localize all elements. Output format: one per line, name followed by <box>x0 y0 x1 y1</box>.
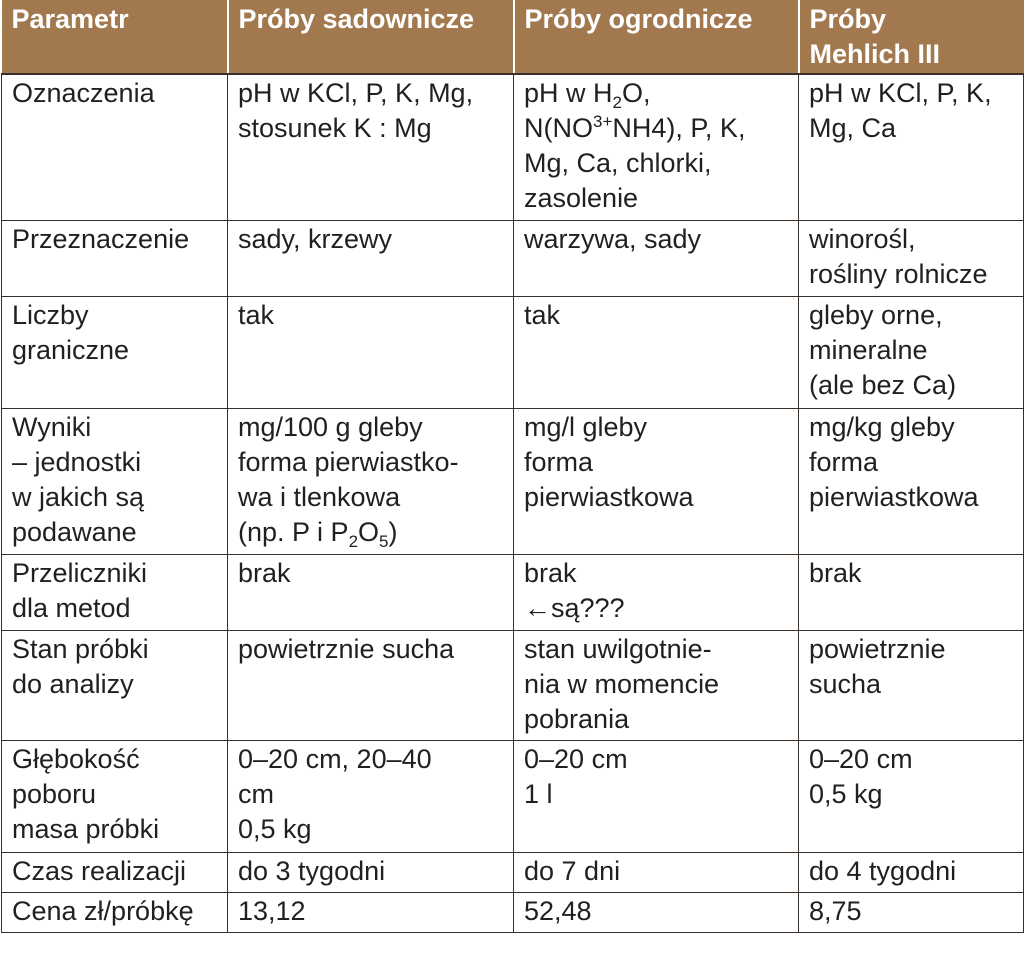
cell-line: sucha <box>809 669 882 699</box>
cell-mehlich <box>799 631 1024 741</box>
cell-line: mg/l gleby <box>524 412 648 442</box>
cell-line: stosunek K : Mg <box>238 113 432 143</box>
cell-line: Mg, Ca, chlorki, <box>524 148 712 178</box>
header-mehlich-line2: Mehlich III <box>809 39 941 69</box>
cell-line: Głębokość <box>12 744 140 774</box>
cell-line: Wyniki <box>12 412 92 442</box>
row-label <box>2 555 228 631</box>
cell-line: nia w momencie <box>524 669 720 699</box>
header-row <box>2 0 1024 74</box>
cell-mehlich <box>799 297 1024 409</box>
table-row-liczby-graniczne <box>2 297 1024 409</box>
text-part: ) <box>388 517 398 547</box>
cell-line: (ale bez Ca) <box>809 370 957 400</box>
row-label: Cena zł/próbkę <box>2 893 228 933</box>
cell-line: brak <box>524 558 577 588</box>
header-proby-sadownicze: Próby sadownicze <box>228 0 514 74</box>
cell-ogrodnicze: do 7 dni <box>514 853 799 893</box>
row-label: Czas realizacji <box>2 853 228 893</box>
text-part: O, <box>621 78 651 108</box>
cell-line: pierwiastkowa <box>809 482 979 512</box>
text-part: O <box>358 517 380 547</box>
cell-line: pH w KCl, P, K, <box>809 78 992 108</box>
cell-ogrodnicze <box>514 409 799 555</box>
table-row-przeliczniki <box>2 555 1024 631</box>
cell-line: ←są??? <box>524 593 625 623</box>
row-label <box>2 741 228 853</box>
cell-line: – jednostki <box>12 447 142 477</box>
cell-line: 0–20 cm <box>809 744 913 774</box>
cell-line <box>524 76 792 111</box>
cell-mehlich <box>799 409 1024 555</box>
cell-ogrodnicze <box>514 741 799 853</box>
cell-line: 0–20 cm, 20–40 <box>238 744 432 774</box>
cell-line: rośliny rolnicze <box>809 259 988 289</box>
cell-line: forma <box>524 447 594 477</box>
cell-line: 0–20 cm <box>524 744 628 774</box>
cell-line: do analizy <box>12 669 134 699</box>
cell-ogrodnicze <box>514 74 799 221</box>
cell-line: pH w KCl, P, K, Mg, <box>238 78 474 108</box>
header-proby-ogrodnicze: Próby ogrodnicze <box>514 0 799 74</box>
header-proby-mehlich <box>799 0 1024 74</box>
cell-line: stan uwilgotnie- <box>524 634 712 664</box>
cell-line: Mg, Ca <box>809 113 897 143</box>
cell-sadownicze: powietrznie sucha <box>228 631 514 741</box>
cell-line: Liczby <box>12 300 89 330</box>
subscript: 5 <box>379 532 389 551</box>
cell-sadownicze <box>228 74 514 221</box>
cell-line: winorośl, <box>809 224 916 254</box>
subscript: 2 <box>348 532 359 551</box>
cell-mehlich <box>799 221 1024 297</box>
cell-line: zasolenie <box>524 183 639 213</box>
row-label <box>2 297 228 409</box>
cell-line: mg/kg gleby <box>809 412 955 442</box>
cell-line: Przeliczniki <box>12 558 148 588</box>
cell-line: 0,5 kg <box>238 814 312 844</box>
cell-line: mg/100 g gleby <box>238 412 423 442</box>
cell-ogrodnicze <box>514 555 799 631</box>
cell-mehlich <box>799 74 1024 221</box>
header-parametr: Parametr <box>2 0 228 74</box>
cell-ogrodnicze: 52,48 <box>514 893 799 933</box>
table-row-stan-probki <box>2 631 1024 741</box>
cell-mehlich: 8,75 <box>799 893 1024 933</box>
cell-sadownicze <box>228 741 514 853</box>
table-row-cena <box>2 893 1024 933</box>
cell-sadownicze: brak <box>228 555 514 631</box>
cell-line: pobrania <box>524 704 630 734</box>
text-part: NH4), P, K, <box>612 113 746 143</box>
cell-line: podawane <box>12 517 137 547</box>
cell-line: gleby orne, <box>809 300 943 330</box>
cell-line: 0,5 kg <box>809 779 883 809</box>
cell-sadownicze: tak <box>228 297 514 409</box>
cell-ogrodnicze <box>514 631 799 741</box>
cell-line <box>238 515 507 550</box>
subscript: 2 <box>612 93 622 112</box>
table-row-oznaczenia <box>2 74 1024 221</box>
text-part: N(NO <box>524 113 593 143</box>
cell-line: graniczne <box>12 335 130 365</box>
cell-line: 1 l <box>524 779 553 809</box>
cell-sadownicze <box>228 409 514 555</box>
superscript: 3+ <box>593 112 613 131</box>
row-label: Przeznaczenie <box>2 221 228 297</box>
table-row-wyniki <box>2 409 1024 555</box>
cell-line: forma pierwiastko- <box>238 447 459 477</box>
cell-line: powietrznie <box>809 634 946 664</box>
cell-mehlich: do 4 tygodni <box>799 853 1024 893</box>
cell-line: cm <box>238 779 274 809</box>
header-mehlich-line1: Próby <box>809 4 887 34</box>
cell-line: masa próbki <box>12 814 160 844</box>
text-part: pH w H <box>524 78 613 108</box>
cell-sadownicze: sady, krzewy <box>228 221 514 297</box>
cell-ogrodnicze: warzywa, sady <box>514 221 799 297</box>
cell-line: pierwiastkowa <box>524 482 694 512</box>
cell-line: w jakich są <box>12 482 145 512</box>
cell-mehlich <box>799 741 1024 853</box>
table-row-przeznaczenie <box>2 221 1024 297</box>
row-label: Oznaczenia <box>2 74 228 221</box>
cell-line: wa i tlenkowa <box>238 482 401 512</box>
row-label <box>2 631 228 741</box>
cell-line: poboru <box>12 779 97 809</box>
cell-line: mineralne <box>809 335 928 365</box>
table-row-glebokosc-poboru <box>2 741 1024 853</box>
cell-line: forma <box>809 447 879 477</box>
cell-mehlich: brak <box>799 555 1024 631</box>
cell-line: dla metod <box>12 593 131 623</box>
soil-tests-comparison-table <box>1 0 1024 933</box>
table-row-czas-realizacji <box>2 853 1024 893</box>
row-label <box>2 409 228 555</box>
cell-sadownicze: 13,12 <box>228 893 514 933</box>
cell-sadownicze: do 3 tygodni <box>228 853 514 893</box>
text-part: (np. P i P <box>238 517 349 547</box>
cell-line <box>524 111 792 146</box>
cell-line: Stan próbki <box>12 634 149 664</box>
cell-ogrodnicze: tak <box>514 297 799 409</box>
